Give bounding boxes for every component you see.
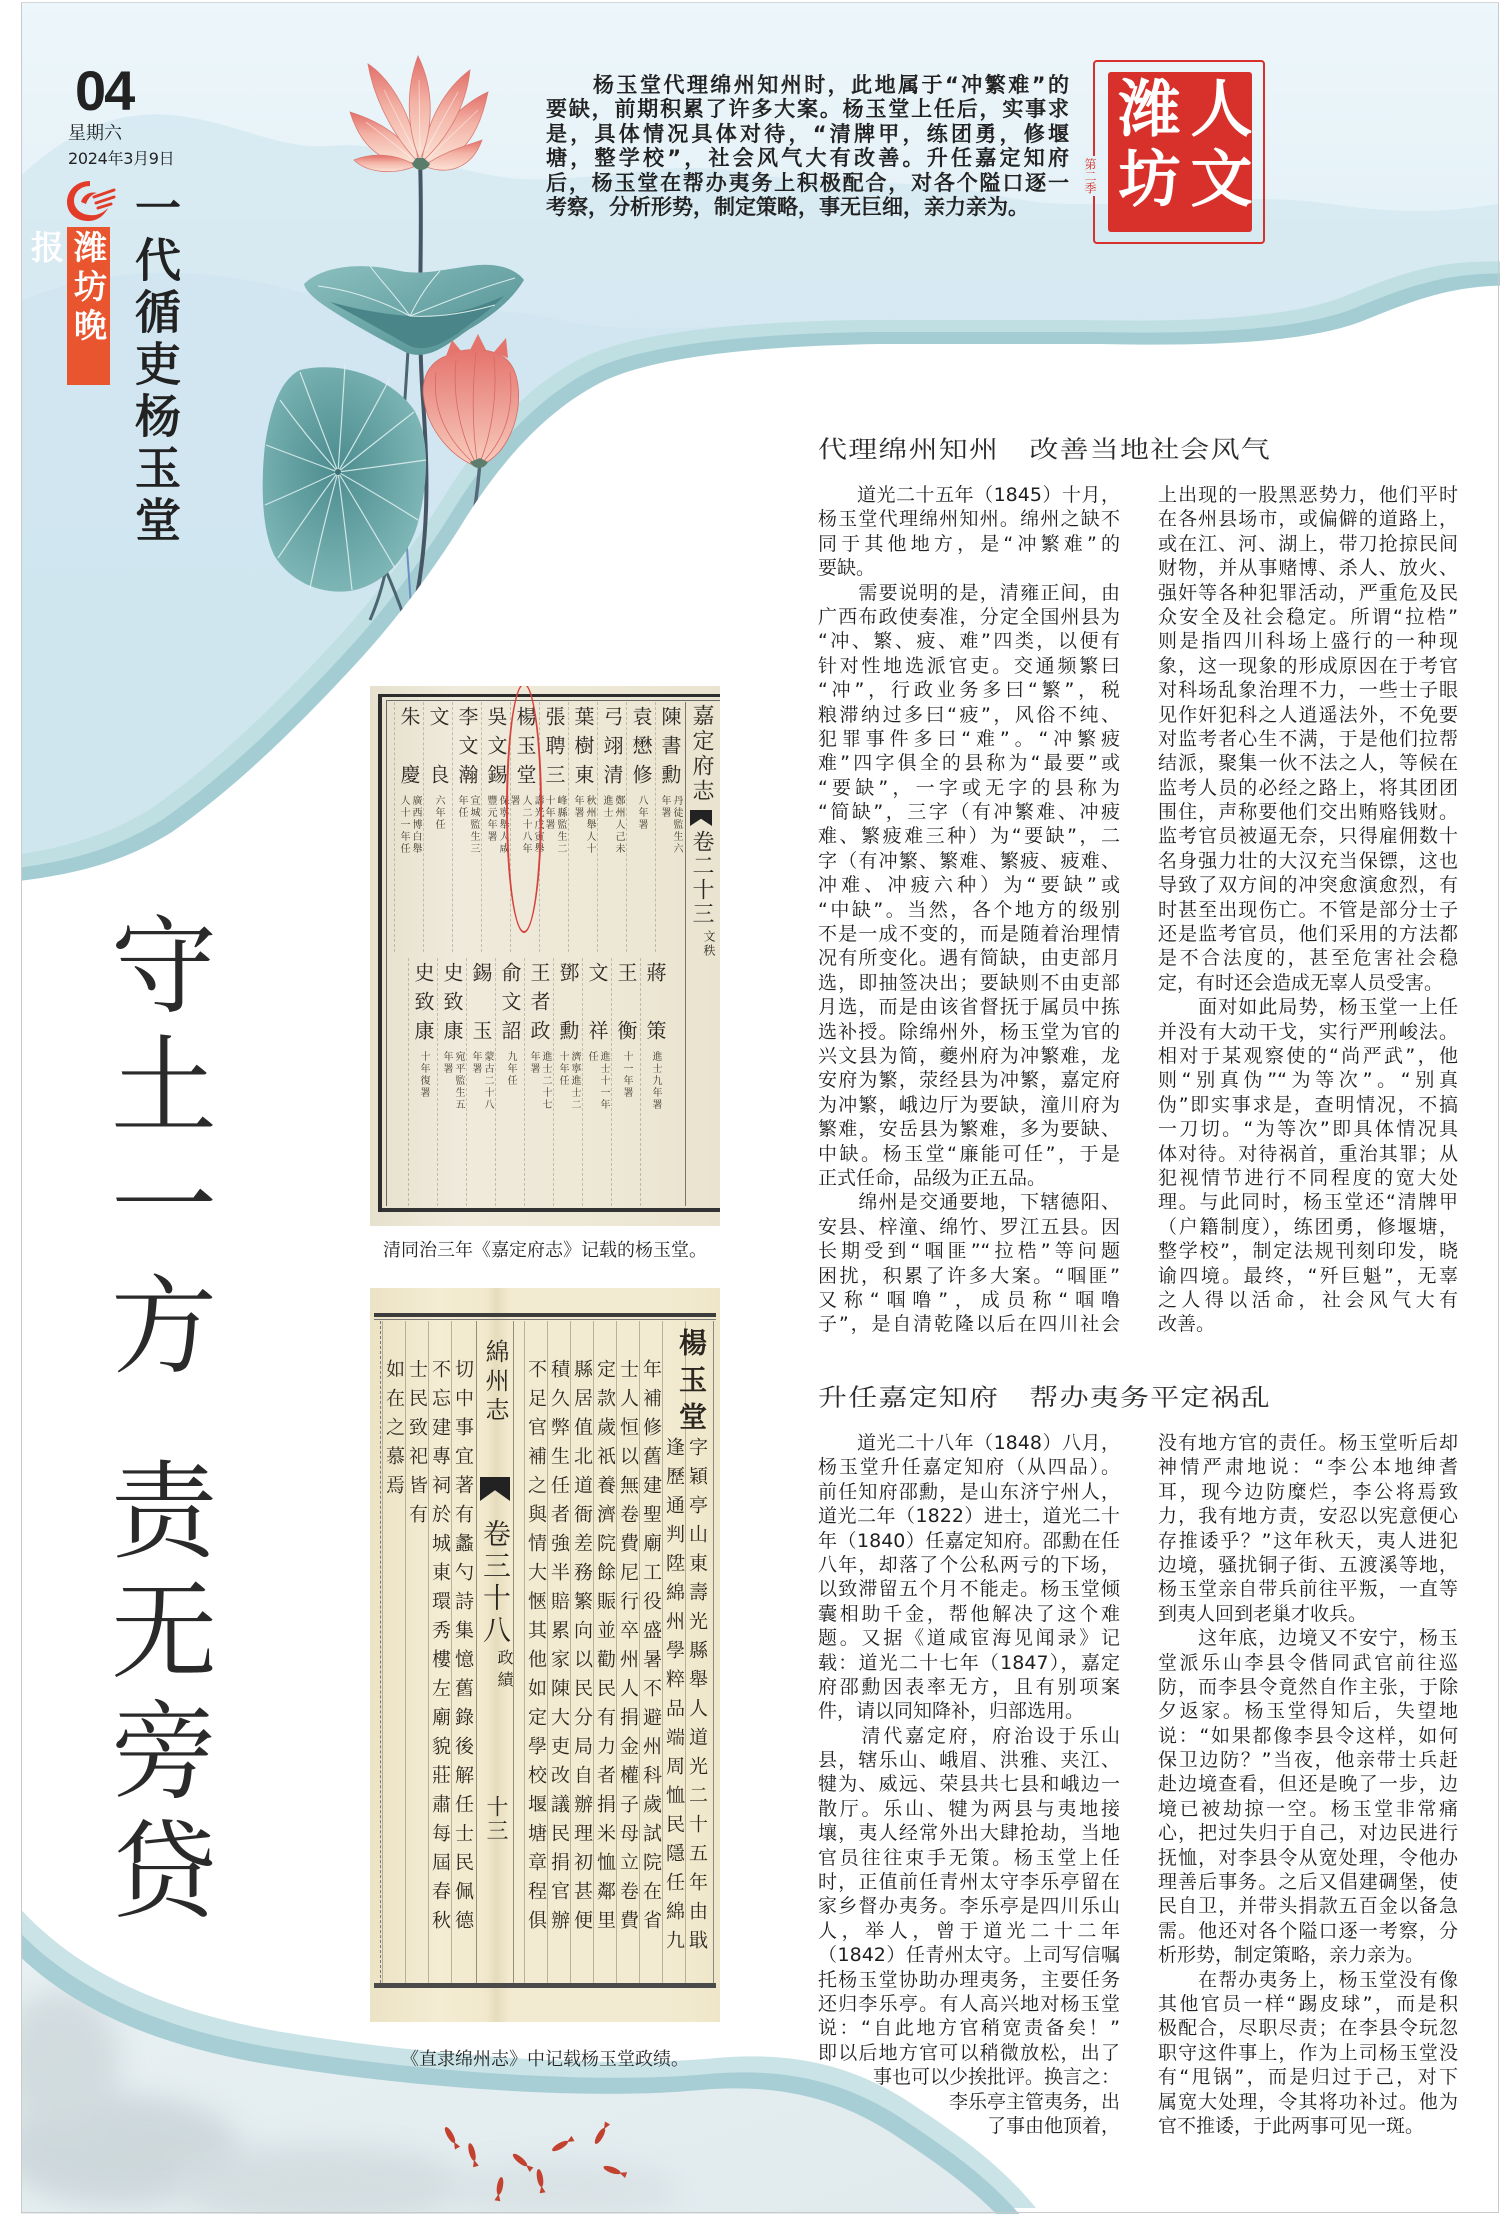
section-2-heading: 升任嘉定知府 帮办夷务平定祸乱 — [818, 1383, 1272, 1412]
text-line: 犍为、威远、荣县共七县和峨边一 — [818, 1773, 1120, 1796]
text-line: 绵州是交通要地，下辖德阳、 — [818, 1191, 1120, 1214]
text-line: 强奸等各种犯罪活动，严重危及民 — [1158, 581, 1458, 604]
book-text-column: 士民致祀皆有 — [405, 1321, 428, 1983]
text-line: 这年底，边境又不安宁，杨玉 — [1158, 1627, 1458, 1650]
record-name: 史致康 — [440, 962, 464, 1049]
text-line: 粮滞纳过多曰“疲”，风俗不纯、 — [818, 703, 1120, 726]
record-entry — [437, 958, 466, 1206]
text-line: 县，辖乐山、峨眉、洪雅、夹江、 — [818, 1749, 1120, 1772]
record-name: 王 衡 — [614, 962, 638, 1049]
record-entry — [394, 702, 423, 952]
text-line: 则“别真伪”“为等次”。“别真 — [1158, 1069, 1458, 1092]
text-line: 事也可以少挨批评。换言之： — [872, 2066, 1120, 2089]
text-line: 繁难，安岳县为繁难，多为要缺、 — [818, 1118, 1120, 1141]
section-2-column-1 — [818, 1431, 1120, 2138]
record-name: 葉樹東 — [571, 706, 595, 793]
figure-2-caption: 《直隶绵州志》中记载杨玉堂政绩。 — [401, 2049, 689, 2070]
record-name: 袁懋修 — [629, 706, 653, 793]
headline-part-2: 责无旁贷 — [94, 1455, 217, 1935]
red-circle-highlight — [506, 686, 542, 933]
figure-mianzhou-gazetteer — [370, 1288, 720, 2022]
volume-label: 卷三十八 — [479, 1519, 512, 1647]
text-line: 职守这件事上，作为上司杨玉堂没 — [1158, 2041, 1458, 2064]
text-line: 八年，却落了个公私两亏的下场， — [818, 1553, 1120, 1576]
fishtail-mark — [480, 1477, 510, 1501]
record-entry — [655, 702, 684, 952]
text-line: 说：“自此地方官稍宽责备矣！” — [818, 2017, 1120, 2040]
text-line: 是，具体情况具体对待，“清牌甲，练团勇，修堰 — [546, 121, 1069, 146]
text-line: 有“甩锅”，而是归过于己，对下 — [1158, 2066, 1458, 2089]
section-1-column-1 — [818, 483, 1120, 1337]
text-line: （户籍制度），练团勇，修堰塘， — [1158, 1215, 1458, 1238]
border-rule — [378, 1208, 720, 1212]
figure-jiading-gazetteer — [370, 686, 720, 1226]
text-line: 需。他还对各个隘口逐一考察，分 — [1158, 1919, 1458, 1942]
record-entry — [539, 702, 568, 952]
text-line: 困扰，积累了许多大案。“啯匪” — [818, 1264, 1120, 1287]
text-line: 防，而李县令竟然自作主张，于除 — [1158, 1675, 1458, 1698]
text-line: 字（有冲繁、繁难、繁疲、疲难、 — [818, 849, 1120, 872]
border-rule — [378, 694, 382, 1212]
text-line: 考察，分析形势，制定策略，事无巨细，亲力亲为。 — [546, 194, 1029, 219]
record-subject-name: 楊玉堂 — [675, 1328, 708, 1439]
text-line: 时甚至出现伤亡。不管是部分士子 — [1158, 898, 1458, 921]
volume-label: 卷二十三 — [689, 830, 714, 926]
record-note: 十年復署 — [418, 1051, 429, 1099]
text-line: 安县、梓潼、绵竹、罗江五县。因 — [818, 1215, 1120, 1238]
text-line: 家乡督办夷务。李乐亭是四川乐山 — [818, 1895, 1120, 1918]
record-note: 峰縣監生二十年署 — [543, 795, 566, 855]
border-rule — [374, 1983, 716, 1988]
text-line: 选，即抽签决出；要缺则不由吏部 — [818, 971, 1120, 994]
record-name: 史致康 — [411, 962, 435, 1049]
record-entry — [466, 958, 495, 1206]
text-line: “冲”，行政业务多曰“繁”，税 — [818, 679, 1120, 702]
text-line: 见作奸犯科之人逍遥法外，不免要 — [1158, 703, 1458, 726]
text-line: 要缺，前期积累了许多大案。杨玉堂上任后，实事求 — [546, 97, 1069, 122]
text-line: 还是监考官员，他们采用的方法都 — [1158, 923, 1458, 946]
newspaper-name: 潍坊晚报 — [26, 230, 108, 347]
text-line: 保卫边防？”当夜，他亲带士兵赶 — [1158, 1749, 1458, 1772]
text-line: “简缺”，三字（有冲繁难、冲疲 — [818, 801, 1120, 824]
border-rule — [386, 700, 387, 1206]
text-line: 不是一成不变的，而是随着治理情 — [818, 923, 1120, 946]
record-name: 王者政 — [527, 962, 551, 1049]
text-line: 面对如此局势，杨玉堂一上任 — [1158, 996, 1458, 1019]
text-line: 体对待。对待祸首，重治其罪；从 — [1158, 1142, 1458, 1165]
text-line: 官不推诿，于此两事可见一斑。 — [1158, 2114, 1425, 2137]
text-line: 整学校”，制定法规刊刻印发，晓 — [1158, 1240, 1458, 1263]
text-line: 并没有大动干戈，实行严刑峻法。 — [1158, 1020, 1458, 1043]
publication-date: 2024年3月9日 — [68, 149, 175, 168]
text-line: 心，把过失归于自己，对边民进行 — [1158, 1822, 1458, 1845]
record-entry — [568, 702, 597, 952]
record-note: 蒙古二十八年署 — [470, 1051, 493, 1111]
text-line: 相对于某观察使的“尚严武”，他 — [1158, 1044, 1458, 1067]
text-line: 安府为繁，荥经县为冲繁，嘉定府 — [818, 1069, 1120, 1092]
record-note: 秋州舉人十年署 — [572, 795, 595, 855]
text-line: 是不合法度的，甚至危害社会稳 — [1158, 947, 1458, 970]
text-line: 耳，现今边防糜烂，李公将焉致 — [1158, 1480, 1458, 1503]
text-line: 或在江、河、湖上，带刀抢掠民间 — [1158, 532, 1458, 555]
text-line: 清代嘉定府，府治设于乐山 — [818, 1724, 1120, 1747]
text-line: 力，我有地方责，安忍以宪意便心 — [1158, 1505, 1458, 1528]
record-name: 陳書勳 — [658, 706, 682, 793]
text-line: 需要说明的是，清雍正间，由 — [818, 581, 1120, 604]
text-line: 导致了双方间的冲突愈演愈烈，有 — [1158, 874, 1458, 897]
text-line: 人，举人，曾于道光二十二年 — [818, 1919, 1120, 1942]
record-name: 錫 玉 — [469, 962, 493, 1049]
text-line: 散厅。乐山、犍为两县与夷地接 — [818, 1797, 1120, 1820]
record-name: 鄧 勳 — [556, 962, 580, 1049]
text-line: 载：道光二十七年（1847），嘉定 — [818, 1651, 1120, 1674]
text-line: 赴边境查看，但还是晚了一步，边 — [1158, 1773, 1458, 1796]
page-label: 十三 — [483, 1795, 508, 1843]
text-line: “要缺”，一字或无字的县称为 — [818, 776, 1120, 799]
text-line: 到夷人回到老巢才收兵。 — [1158, 1602, 1368, 1625]
book-text-column: 士人恒以無卷費尼行卒州人捐金權子母立卷費 — [616, 1321, 639, 1983]
text-line: 围住，声称要他们交出贿赂钱财。 — [1158, 801, 1458, 824]
book-text-column: 切中事宜著有蠡勺詩集憶舊錄後解任士民佩德 — [451, 1321, 474, 1983]
text-line: 道光二十八年（1848）八月， — [818, 1432, 1120, 1454]
record-note: 保寧舉人咸豐元年署 — [485, 795, 508, 855]
text-line: 财物，并从事赌博、杀人、放火、 — [1158, 557, 1458, 580]
text-line: 府邵勳因表率无方，且有别项案 — [818, 1675, 1120, 1698]
text-line: 子”，是自清乾隆以后在四川社会 — [818, 1313, 1120, 1336]
text-line: 塘，整学校”，社会风气大有改善。升任嘉定知府 — [546, 146, 1069, 171]
text-line: 民自卫，并带头捐款五百金以备急 — [1158, 1895, 1458, 1918]
text-line: “冲、繁、疲、难”四类，以便有 — [818, 630, 1120, 653]
text-line: 堂派乐山李县令偕同武官前往巡 — [1158, 1651, 1458, 1674]
record-note: 進士九年署 — [650, 1051, 661, 1111]
book-text-column: 不足官補之與情大愜其他如定學校堰塘章程俱 — [524, 1321, 547, 1983]
record-note: 九年任 — [505, 1051, 516, 1087]
figure-1-caption: 清同治三年《嘉定府志》记载的杨玉堂。 — [383, 1240, 707, 1261]
record-note: 進士二十七年署 — [528, 1051, 551, 1111]
series-seal — [1108, 72, 1252, 232]
text-line: 众安全及社会稳定。所谓“拉梏” — [1158, 605, 1458, 628]
record-name: 文 良 — [426, 706, 450, 793]
newspaper-name-badge — [26, 227, 110, 385]
book-text-column: 不忘建專祠於城東環秀樓左廟貌莊肅每屆春秋 — [428, 1321, 451, 1983]
text-line: 监考人员的必经之路上，将其团团 — [1158, 776, 1458, 799]
record-note: 進士十一年任 — [586, 1051, 609, 1111]
text-line: 上出现的一股黑恶势力，他们平时 — [1158, 484, 1458, 506]
record-entry — [597, 702, 626, 952]
text-line: 中缺。杨玉堂“廉能可任”，于是 — [818, 1142, 1120, 1165]
book-title: 綿州志 — [481, 1339, 509, 1426]
text-line: 兴文县为简，夔州府为冲繁难，龙 — [818, 1044, 1120, 1067]
book-text-column: 年補修舊建聖廟工役盛暑不避州科歲試院在省 — [639, 1321, 662, 1983]
text-line: 件，请以同知降补，归部选用。 — [818, 1700, 1085, 1723]
record-name: 文 祥 — [585, 962, 609, 1049]
record-note: 宛平監生五年署 — [441, 1051, 464, 1111]
text-line: 道光二年（1822）进士，道光二十 — [818, 1505, 1120, 1528]
text-line: 时，正值前任青州太守李乐亭留在 — [818, 1871, 1120, 1894]
text-line: 杨玉堂代理绵州知州时，此地属于“冲繁难”的 — [546, 73, 1069, 97]
text-line: 神情严肃地说：“李公本地绅耆 — [1158, 1456, 1458, 1479]
section-1-heading: 代理绵州知州 改善当地社会风气 — [818, 435, 1272, 464]
record-name: 弓翊清 — [600, 706, 624, 793]
text-line: 以致滞留五个月不能走。杨玉堂倾 — [818, 1578, 1120, 1601]
text-line: 冲难、冲疲六种）为“要缺”或 — [818, 874, 1120, 897]
text-line: 杨玉堂代理绵州知州。绵州之缺不 — [818, 508, 1120, 531]
border-rule — [386, 700, 720, 701]
text-line: 对科场乱象治理不力，一些士子眼 — [1158, 679, 1458, 702]
text-line: 没有地方官的责任。杨玉堂听后却 — [1158, 1432, 1458, 1454]
record-note: 六年任 — [433, 795, 444, 831]
text-line: 定，有时还会造成无辜人员受害。 — [1158, 971, 1444, 994]
text-line: 还归李乐亭。有人高兴地对杨玉堂 — [818, 1992, 1120, 2015]
record-name: 俞文詔 — [498, 962, 522, 1049]
text-line: 极配合，尽职尽责；在李县令玩忽 — [1158, 2017, 1458, 2040]
record-entry — [452, 702, 481, 952]
text-line: 理。与此同时，杨玉堂还“清牌甲 — [1158, 1191, 1458, 1214]
text-line: 后，杨玉堂在帮办夷务上积极配合，对各个隘口逐一 — [546, 170, 1069, 195]
text-line: “中缺”。当然，各个地方的级别 — [818, 898, 1120, 921]
record-note: 鄭州人己未進士 — [601, 795, 624, 855]
weekday: 星期六 — [68, 123, 122, 144]
text-line: 年（1840）任嘉定知府。邵勳在任 — [818, 1529, 1120, 1552]
text-line: 壤，夷人经常外出大肆抢劫，当地 — [818, 1822, 1120, 1845]
text-line: 了事由他顶着， — [986, 2114, 1120, 2137]
newspaper-logo-icon — [64, 177, 116, 223]
record-name: 朱 慶 — [397, 706, 421, 793]
category-label: 政績 — [495, 1649, 514, 1693]
text-line: 难、繁疲难三种）为“要缺”，二 — [818, 825, 1120, 848]
book-text-column: 縣居值北道衙差務繁向以民分局自辦理初甚便 — [570, 1321, 593, 1983]
text-line: 正式任命，品级为正五品。 — [818, 1166, 1047, 1189]
text-line: 题。又据《道咸宦海见闻录》记 — [818, 1627, 1120, 1650]
text-line: 存推诿乎？”这年秋天，夷人进犯 — [1158, 1529, 1458, 1552]
category-label: 文秩 — [702, 930, 716, 958]
text-line: （1842）任青州太守。上司写信嘱 — [818, 1944, 1120, 1967]
book-text-column: 定款歲祇養濟院餘賑並勸民有力者捐米恤鄰里 — [593, 1321, 616, 1983]
record-entry — [553, 958, 582, 1206]
feature-title: 一代循吏杨玉堂 — [128, 184, 182, 548]
text-line: 道光二十五年（1845）十月， — [818, 484, 1120, 506]
text-line: 之人得以活命，社会风气大有 — [1158, 1288, 1458, 1311]
record-entry — [640, 958, 669, 1206]
record-entry — [611, 958, 640, 1206]
text-line: 监考官员被逼无奈，只得雇佣数十 — [1158, 825, 1458, 848]
record-name: 李文瀚 — [455, 706, 479, 793]
season-label: 第二季 — [1083, 158, 1097, 194]
record-entry — [408, 958, 437, 1206]
headline-part-1: 守土一方 — [94, 910, 217, 1390]
record-note: 廣西博白舉人十一年任 — [398, 795, 421, 855]
text-line: 为冲繁，峨边厅为要缺，潼川府为 — [818, 1093, 1120, 1116]
record-name: 蔣 策 — [643, 962, 667, 1049]
text-line: 名身强力壮的大汉充当保镖，这也 — [1158, 849, 1458, 872]
text-line: 托杨玉堂协助办理夷务，主要任务 — [818, 1968, 1120, 1991]
record-name: 楊玉堂 — [513, 706, 537, 793]
text-line: 难”四字俱全的县称为“最要”或 — [818, 752, 1120, 775]
border-rule — [713, 1321, 714, 1983]
text-line: 则是指四川科场上盛行的一种现 — [1158, 630, 1458, 653]
text-line: 理善后事务。之后又倡建碉堡，使 — [1158, 1871, 1458, 1894]
text-line: 抚恤，对李县令从宽处理，令他办 — [1158, 1846, 1458, 1869]
record-note: 十一年署 — [621, 1051, 632, 1099]
section-2-column-2 — [1158, 1431, 1458, 2138]
book-text-column: 字穎亭山東壽光縣舉人道光二十五年由戢 — [685, 1321, 708, 1983]
record-entry — [524, 958, 553, 1206]
text-line: 即以后地方官可以稍微放松，出了 — [818, 2041, 1120, 2064]
record-entry — [495, 958, 524, 1206]
book-title: 嘉定府志 — [689, 704, 714, 804]
page-fold-column — [476, 1321, 514, 1983]
book-text-column: 積久弊生任者強半賠累家陳大吏改議民捐官辦 — [547, 1321, 570, 1983]
text-line: 月选，而是由该省督抚于属员中拣 — [818, 996, 1120, 1019]
text-line: 官员往往束手无策。杨玉堂上任 — [818, 1846, 1120, 1869]
text-line: 囊相助千金，帮他解决了这个难 — [818, 1602, 1120, 1625]
book-text-column: 如在之慕焉 — [382, 1321, 405, 1983]
text-line: 李乐亭主管夷务，出 — [948, 2090, 1120, 2113]
border-rule — [380, 1321, 381, 1983]
intro-paragraph — [546, 73, 1069, 219]
text-line: 在各州县场市，或偏僻的道路上， — [1158, 508, 1458, 531]
text-line: 对监考者心生不满，于是他们拉帮 — [1158, 727, 1458, 750]
text-line: 夕返家。杨玉堂得知后，失望地 — [1158, 1700, 1458, 1723]
text-line: 同于其他地方，是“冲繁难”的 — [818, 532, 1120, 555]
lotus-leaf-round — [263, 364, 426, 592]
record-entry — [626, 702, 655, 952]
text-line: 边境，骚扰铜子街、五渡溪等地， — [1158, 1553, 1458, 1576]
record-note: 宣城監生三年任 — [456, 795, 479, 855]
official-list-lower — [408, 958, 669, 1206]
record-entry — [423, 702, 452, 952]
text-line: 要缺。 — [818, 557, 876, 580]
text-line: 结派，聚集一伙不法之人，等候在 — [1158, 752, 1458, 775]
text-line: 杨玉堂亲自带兵前往平叛，一直等 — [1158, 1578, 1458, 1601]
record-entry — [582, 958, 611, 1206]
text-line: 境已被劫掠一空。杨玉堂非常痛 — [1158, 1797, 1458, 1820]
page-number: 04 — [75, 59, 134, 122]
border-rule — [374, 1313, 716, 1317]
text-line: 属宽大处理，令其将功补过。他为 — [1158, 2090, 1458, 2113]
text-line: 犯罪事件多曰“难”。“冲繁疲 — [818, 727, 1120, 750]
text-line: 说：“如果都像李县令这样，如何 — [1158, 1724, 1458, 1747]
text-line: 伪”即实事求是，查明情况，不搞 — [1158, 1093, 1458, 1116]
text-line: 犯视情节进行不同程度的宽大处 — [1158, 1166, 1458, 1189]
text-line: 长期受到“啯匪”“拉梏”等问题 — [818, 1240, 1120, 1263]
record-text-left-page — [382, 1321, 474, 1983]
seal-text-right: 人文 — [1180, 76, 1253, 216]
text-line: 在帮办夷务上，杨玉堂没有像 — [1158, 1968, 1458, 1991]
text-line: 选补授。除绵州外，杨玉堂为官的 — [818, 1020, 1120, 1043]
border-rule — [378, 694, 720, 697]
section-1-column-2 — [1158, 483, 1458, 1337]
text-line: 前任知府邵勳，是山东济宁州人， — [818, 1480, 1120, 1503]
text-line: 针对性地选派官吏。交通频繁曰 — [818, 654, 1120, 677]
fishtail-mark — [690, 810, 712, 826]
text-line: 杨玉堂升任嘉定知府（从四品）。 — [818, 1456, 1120, 1479]
book-text-column: 逢歷通判陞綿州學粹品端周恤民隱任綿九 — [662, 1321, 685, 1983]
record-name: 張聘三 — [542, 706, 566, 793]
seal-text-left: 潍坊 — [1108, 76, 1181, 216]
text-line: 象，这一现象的形成原因在于考官 — [1158, 654, 1458, 677]
border-rule — [374, 1319, 716, 1320]
record-note: 八年署 — [636, 795, 647, 831]
text-line: 况有所变化。遇有简缺，由吏部月 — [818, 947, 1120, 970]
text-line: 析形势，制定策略，亲力亲为。 — [1158, 1944, 1425, 1967]
record-note: 壽光戊寅舉人二十八年署 — [508, 795, 543, 855]
record-name: 吳文錫 — [484, 706, 508, 793]
text-line: 广西布政使奏准，分定全国州县为 — [818, 605, 1120, 628]
text-line: 又称“啯噜”，成员称“啯噜 — [818, 1288, 1120, 1311]
text-line: 谕四境。最终，“歼巨魁”，无辜 — [1158, 1264, 1458, 1287]
text-line: 一刀切。“为等次”即具体情况具 — [1158, 1118, 1458, 1141]
text-line: 其他官员一样“踢皮球”，而是积 — [1158, 1992, 1458, 2015]
text-line: 改善。 — [1158, 1313, 1216, 1336]
record-note: 丹徒監生六年署 — [659, 795, 682, 855]
record-note: 濟寧進士二十年任 — [557, 1051, 580, 1111]
gazetteer-header-column — [685, 702, 716, 1206]
